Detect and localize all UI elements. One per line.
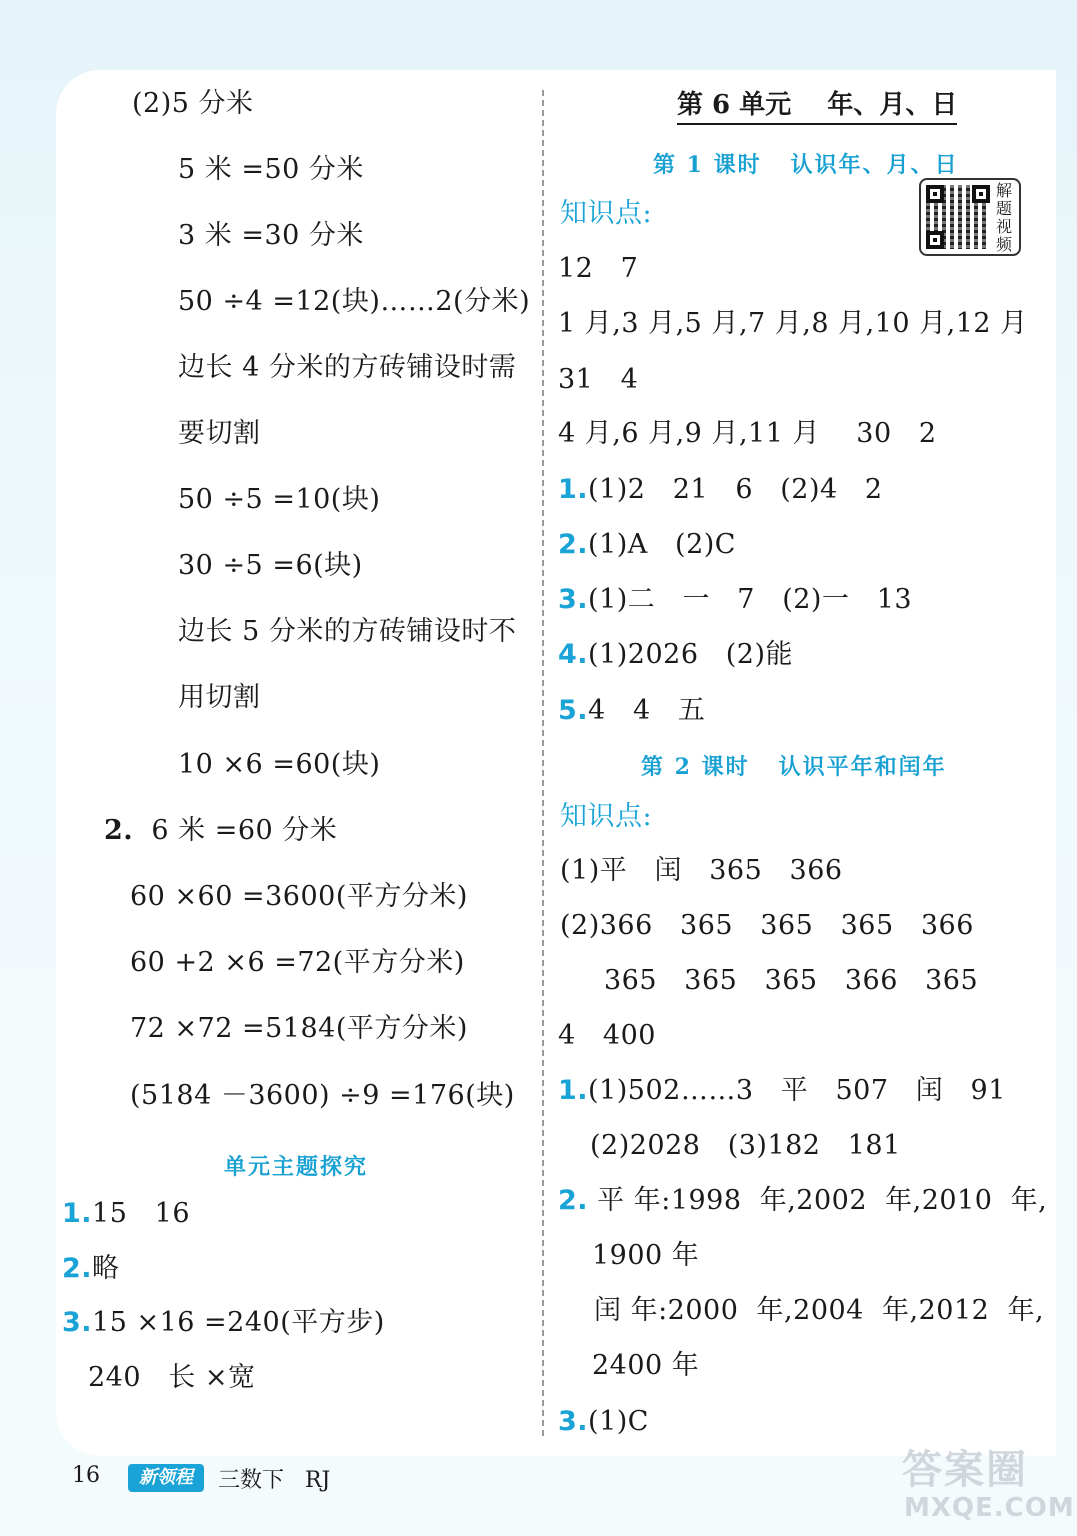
left-line: 要切割 xyxy=(178,418,261,449)
left-line: 50 ÷5 =10(块) xyxy=(178,484,381,515)
watermark-top: 答案圈 xyxy=(902,1447,1028,1493)
lesson-title: 第 2 课时 认识平年和闰年 xyxy=(641,754,947,780)
answer-line xyxy=(558,472,883,508)
answer-line xyxy=(558,582,912,618)
answer-number: 3. xyxy=(558,1406,589,1437)
answer-number: 1. xyxy=(558,1075,589,1106)
right-line: 31 4 xyxy=(558,364,639,395)
answer-text: (2)2028 (3)182 181 xyxy=(590,1130,901,1161)
right-line: (1)平 闰 365 366 xyxy=(560,855,843,886)
answer-text: (1)2 21 6 (2)4 2 xyxy=(588,474,883,505)
answer-number: 4. xyxy=(558,639,589,670)
column-divider xyxy=(542,90,544,1436)
answer-text: (1)502……3 平 507 闰 91 xyxy=(588,1075,1006,1106)
answer-line xyxy=(558,527,736,563)
qr-label: 解题视频 xyxy=(995,181,1012,254)
knowledge-label: 知识点: xyxy=(560,198,653,229)
left-line: 60 +2 ×6 =72(平方分米) xyxy=(130,947,465,978)
answer-text: 略 xyxy=(92,1253,120,1284)
right-line: 365 365 365 366 365 xyxy=(604,965,979,996)
watermark-url: MXQE.COM xyxy=(904,1493,1075,1523)
watermark-logo xyxy=(902,1447,1075,1528)
page-number: 16 xyxy=(72,1463,100,1488)
left-line: 6 米 =60 分米 xyxy=(151,815,338,846)
answer-text: 4 4 五 xyxy=(588,695,706,726)
answer-number: 2. xyxy=(558,529,589,560)
brand-badge: 新领程 xyxy=(128,1464,204,1492)
answer-line xyxy=(558,1404,649,1440)
answer-text: 闰 年:2000 年,2004 年,2012 年, xyxy=(594,1295,1045,1326)
answer-number: 1. xyxy=(62,1198,93,1229)
right-line: 4 400 xyxy=(558,1020,656,1051)
answer-text: 平 年:1998 年,2002 年,2010 年, xyxy=(597,1185,1048,1216)
left-line: 用切割 xyxy=(178,682,261,713)
answer-text: (1)C xyxy=(588,1406,649,1437)
answer-number: 3. xyxy=(62,1307,93,1338)
left-line: (5184 －3600) ÷9 =176(块) xyxy=(130,1080,515,1111)
left-line: 3 米 =30 分米 xyxy=(178,220,364,251)
answer-number: 1. xyxy=(558,474,589,505)
section-title: 单元主题探究 xyxy=(224,1154,369,1180)
answer-line xyxy=(558,1073,1006,1109)
question-number: 2. xyxy=(104,815,134,846)
qr-code-icon xyxy=(926,185,990,249)
qr-code-box[interactable] xyxy=(919,178,1021,256)
left-line: 边长 4 分米的方砖铺设时需 xyxy=(178,352,517,383)
answer-line xyxy=(62,1305,385,1341)
answer-line xyxy=(558,637,793,673)
answer-line xyxy=(62,1251,120,1287)
answer-line xyxy=(558,693,705,729)
answer-number: 2. xyxy=(558,1185,589,1216)
right-line: 4 月,6 月,9 月,11 月 30 2 xyxy=(558,418,937,449)
book-info: 三数下 RJ xyxy=(218,1468,331,1493)
right-line: 1 月,3 月,5 月,7 月,8 月,10 月,12 月 xyxy=(558,308,1028,339)
lesson-title: 第 1 课时 认识年、月、日 xyxy=(653,152,959,178)
left-line: (2)5 分米 xyxy=(132,88,254,119)
right-line: (2)366 365 365 365 366 xyxy=(560,910,974,941)
answer-number: 5. xyxy=(558,695,589,726)
answer-line xyxy=(558,1183,1047,1219)
answer-number: 2. xyxy=(62,1253,93,1284)
left-line: 30 ÷5 =6(块) xyxy=(178,550,363,581)
answer-line xyxy=(62,1196,190,1232)
answer-text: (1)A (2)C xyxy=(588,529,736,560)
answer-text: (1)2026 (2)能 xyxy=(588,639,793,670)
answer-text: 1900 年 xyxy=(592,1240,700,1271)
left-line: 72 ×72 =5184(平方分米) xyxy=(130,1013,468,1044)
answer-text: 2400 年 xyxy=(592,1350,700,1381)
knowledge-label: 知识点: xyxy=(560,801,653,832)
unit-title: 第 6 单元 年、月、日 xyxy=(677,88,957,125)
right-line: 12 7 xyxy=(558,253,639,284)
left-line: 240 长 ×宽 xyxy=(88,1362,256,1393)
left-line: 边长 5 分米的方砖铺设时不 xyxy=(178,616,517,647)
answer-text: 15 16 xyxy=(92,1198,191,1229)
left-line: 5 米 =50 分米 xyxy=(178,154,364,185)
left-line: 60 ×60 =3600(平方分米) xyxy=(130,881,468,912)
left-line: 50 ÷4 =12(块)……2(分米) xyxy=(178,286,531,317)
answer-text: (1)二 一 7 (2)一 13 xyxy=(588,584,913,615)
answer-text: 15 ×16 =240(平方步) xyxy=(92,1307,385,1338)
left-line: 10 ×6 =60(块) xyxy=(178,749,381,780)
answer-number: 3. xyxy=(558,584,589,615)
question-line xyxy=(104,813,337,849)
